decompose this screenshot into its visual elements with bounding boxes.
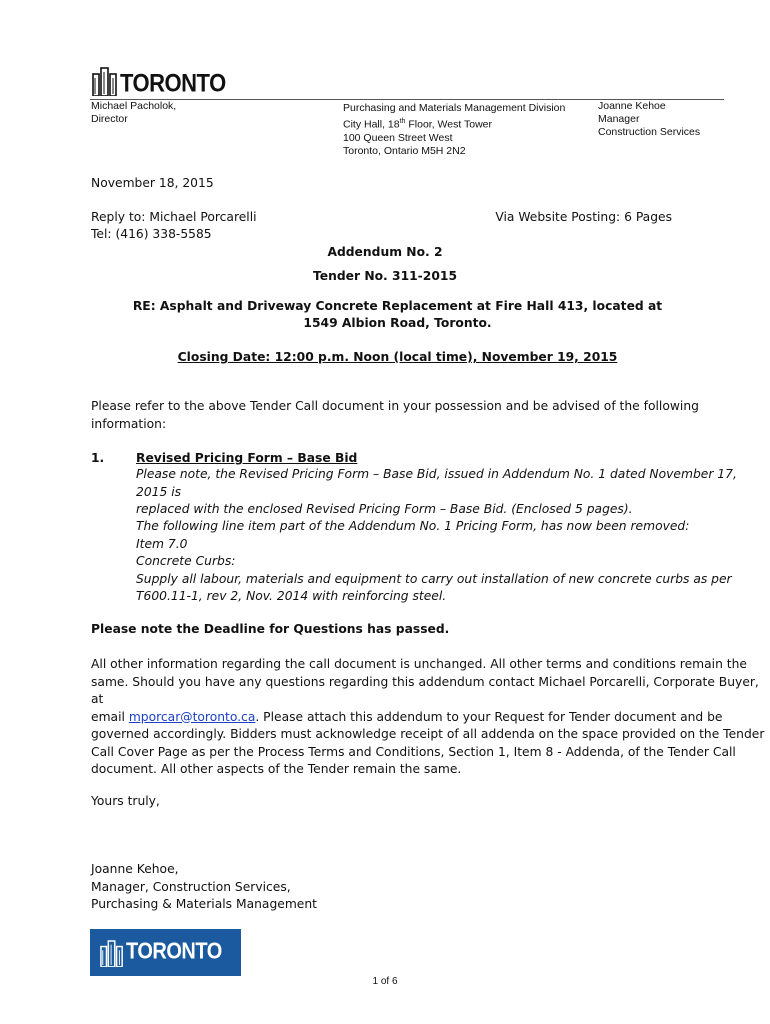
header-address (343, 102, 565, 158)
address-line-floor: City Hall, 18th Floor, West Tower (343, 118, 493, 131)
intro-paragraph: Please refer to the above Tender Call document in your possession and be advised of the following information: (91, 399, 699, 431)
header-manager (598, 100, 700, 139)
yours-truly: Yours truly, (91, 794, 160, 808)
manager-title: Manager (598, 113, 640, 125)
email-link[interactable]: mporcar@toronto.ca (128, 709, 256, 724)
item-paragraph-1: Please note, the Revised Pricing Form – Base Bid, issued in Addendum No. 1 dated November 17, 2015 is replaced with the enclosed Revised Pricing Form – Base Bid. (Enclosed 5 pages). (136, 467, 737, 516)
item-title: Revised Pricing Form – Base Bid (136, 451, 358, 465)
address-city: Toronto, Ontario M5H 2N2 (343, 144, 466, 157)
re-line-2: 1549 Albion Road, Toronto. (303, 316, 492, 330)
closing-date: Closing Date: 12:00 p.m. Noon (local time), November 19, 2015 (177, 350, 618, 364)
item-paragraph-2: The following line item part of the Addendum No. 1 Pricing Form, has now been removed: Item 7.0 Concrete Curbs: Supply all labour, materials and equipment to carry out installation of new concrete curbs as per T600.11-1, rev 2, Nov. 2014 with reinforcing steel. (136, 519, 732, 603)
addendum-number: Addendum No. 2 (327, 245, 443, 259)
signature-dept: Purchasing & Materials Management (91, 897, 317, 911)
signature-title: Manager, Construction Services, (91, 879, 291, 894)
division-name: Purchasing and Materials Management Division (343, 102, 566, 114)
logo-wordmark: TORONTO (126, 938, 222, 964)
director-title: Director (91, 113, 128, 125)
via-website: Via Website Posting: 6 Pages (495, 210, 672, 224)
reply-to: Reply to: Michael Porcarelli (91, 210, 257, 224)
deadline-notice: Please note the Deadline for Questions has passed. (91, 622, 450, 636)
closing-paragraph: All other information regarding the call document is unchanged. All other terms and conditions remain the same. Should you have any questions regarding this addendum contact Michael Porcarelli, Corporate Buyer, at email mporcar@toronto.ca. Please attach this addendum to your Request for Tender document and be governed accordingly. Bidders must acknowledge receipt of all addenda on the space provided on the Tender Call Cover Page as per the Process Terms and Conditions, Section 1, Item 8 - Addenda, of the Tender Call document. All other aspects of the Tender remain the same. (91, 657, 765, 776)
address-street: 100 Queen Street West (343, 131, 453, 144)
re-line-1: RE: Asphalt and Driveway Concrete Replacement at Fire Hall 413, located at (132, 299, 663, 313)
director-name: Michael Pacholok, (91, 100, 177, 112)
tender-number: Tender No. 311-2015 (312, 269, 458, 283)
page-number: 1 of 6 (372, 976, 398, 987)
manager-dept: Construction Services (598, 126, 701, 138)
city-hall-icon (100, 939, 124, 967)
header-director (91, 100, 176, 126)
signature-block (91, 861, 317, 914)
manager-name: Joanne Kehoe (598, 100, 666, 112)
toronto-logo-bottom (90, 929, 241, 976)
city-hall-icon (92, 66, 118, 96)
item-number: 1. (91, 451, 105, 465)
telephone: Tel: (416) 338-5585 (91, 227, 212, 241)
signature-name: Joanne Kehoe, (91, 862, 179, 876)
logo-wordmark: TORONTO (120, 68, 226, 98)
toronto-logo-top (92, 60, 226, 96)
letter-date: November 18, 2015 (91, 176, 214, 190)
